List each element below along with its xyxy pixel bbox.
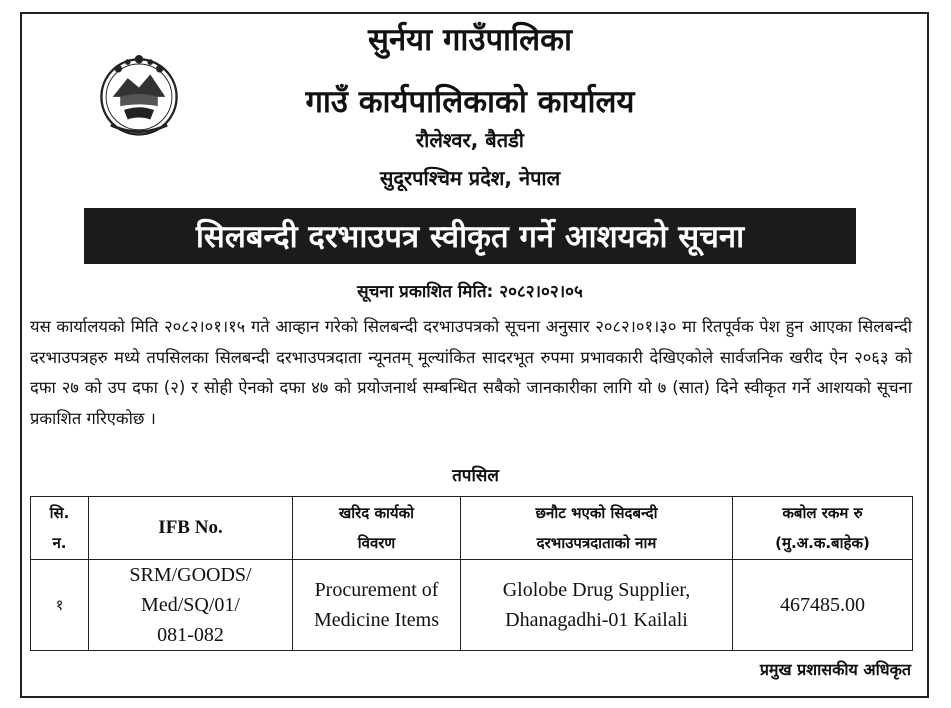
municipality-name: सुर्नया गाउँपालिका: [368, 22, 572, 58]
award-table: [30, 496, 913, 651]
publish-date: सूचना प्रकाशित मिति: २०८२।०२।०५: [357, 282, 583, 302]
ifb-line1: SRM/GOODS/: [129, 564, 252, 586]
header-bidder-line2: दरभाउपत्रदाताको नाम: [536, 534, 657, 552]
ifb-line2: Med/SQ/01/: [141, 594, 240, 616]
cell-bidder: [461, 560, 733, 651]
notice-body: यस कार्यालयको मिति २०८२।०१।१५ गते आव्हान गरेको सिलबन्दी दरभाउपत्रको सूचना अनुसार २०८२।०१।३० मा रितपूर्वक पेश हुन आएका सिलबन्दी दरभाउपत्रहरु मध्ये तपसिलका सिलबन्दी दरभाउपत्रदाता न्यूनतम् मूल्यांकित सादरभूत रुपमा प्रभावकारी देखिएकोले सार्वजनिक खरीद ऐन २०६३ को दफा २७ को उप दफा (२) र सोही ऐनको दफा ४७ को प्रयोजनार्थ सम्बन्धित सबैको जानकारीका लागि यो ७ (सात) दिने स्वीकृत गर्ने आशयको सूचना प्रकाशित गरिएकोछ ।: [30, 317, 912, 428]
cell-ifb: [89, 560, 293, 651]
header-amount-line2: (मु.अ.क.बाहेक): [775, 534, 870, 552]
office-address: रौलेश्वर, बैतडी: [416, 128, 524, 152]
schedule-label: तपसिल: [452, 466, 499, 486]
header-description-line1: खरिद कार्यको: [339, 504, 414, 522]
notice-title-bar: [84, 208, 856, 264]
column-header-serial: [31, 497, 89, 560]
notice-title: सिलबन्दी दरभाउपत्र स्वीकृत गर्ने आशयको सूचना: [195, 219, 745, 255]
column-header-amount: [733, 497, 913, 560]
header-bidder-line1: छनौट भएको सिदबन्दी: [535, 504, 658, 522]
office-name: गाउँ कार्यपालिकाको कार्यालय: [305, 84, 635, 120]
province-country: सुदूरपश्चिम प्रदेश, नेपाल: [379, 166, 561, 190]
table-header-row: [31, 497, 913, 560]
ifb-line3: 081-082: [157, 624, 224, 646]
bidder-line2: Dhanagadhi-01 Kailali: [505, 609, 688, 631]
description-line1: Procurement of: [314, 579, 439, 601]
table-row: [31, 560, 913, 651]
description-line2: Medicine Items: [314, 609, 439, 631]
cell-amount: 467485.00: [733, 560, 913, 651]
cell-serial: १: [31, 560, 89, 651]
cell-description: [293, 560, 461, 651]
header-description-line2: विवरण: [357, 534, 396, 552]
header-ifb-label: IFB No.: [158, 517, 223, 538]
column-header-bidder: [461, 497, 733, 560]
column-header-description: [293, 497, 461, 560]
bidder-line1: Glolobe Drug Supplier,: [502, 579, 691, 601]
signatory-title: प्रमुख प्रशासकीय अधिकृत: [759, 660, 911, 679]
column-header-ifb: [89, 497, 293, 560]
header-serial-line1: सि.: [49, 504, 70, 522]
header-amount-line1: कबोल रकम रु: [782, 504, 863, 522]
header-serial-line2: न.: [52, 534, 67, 552]
